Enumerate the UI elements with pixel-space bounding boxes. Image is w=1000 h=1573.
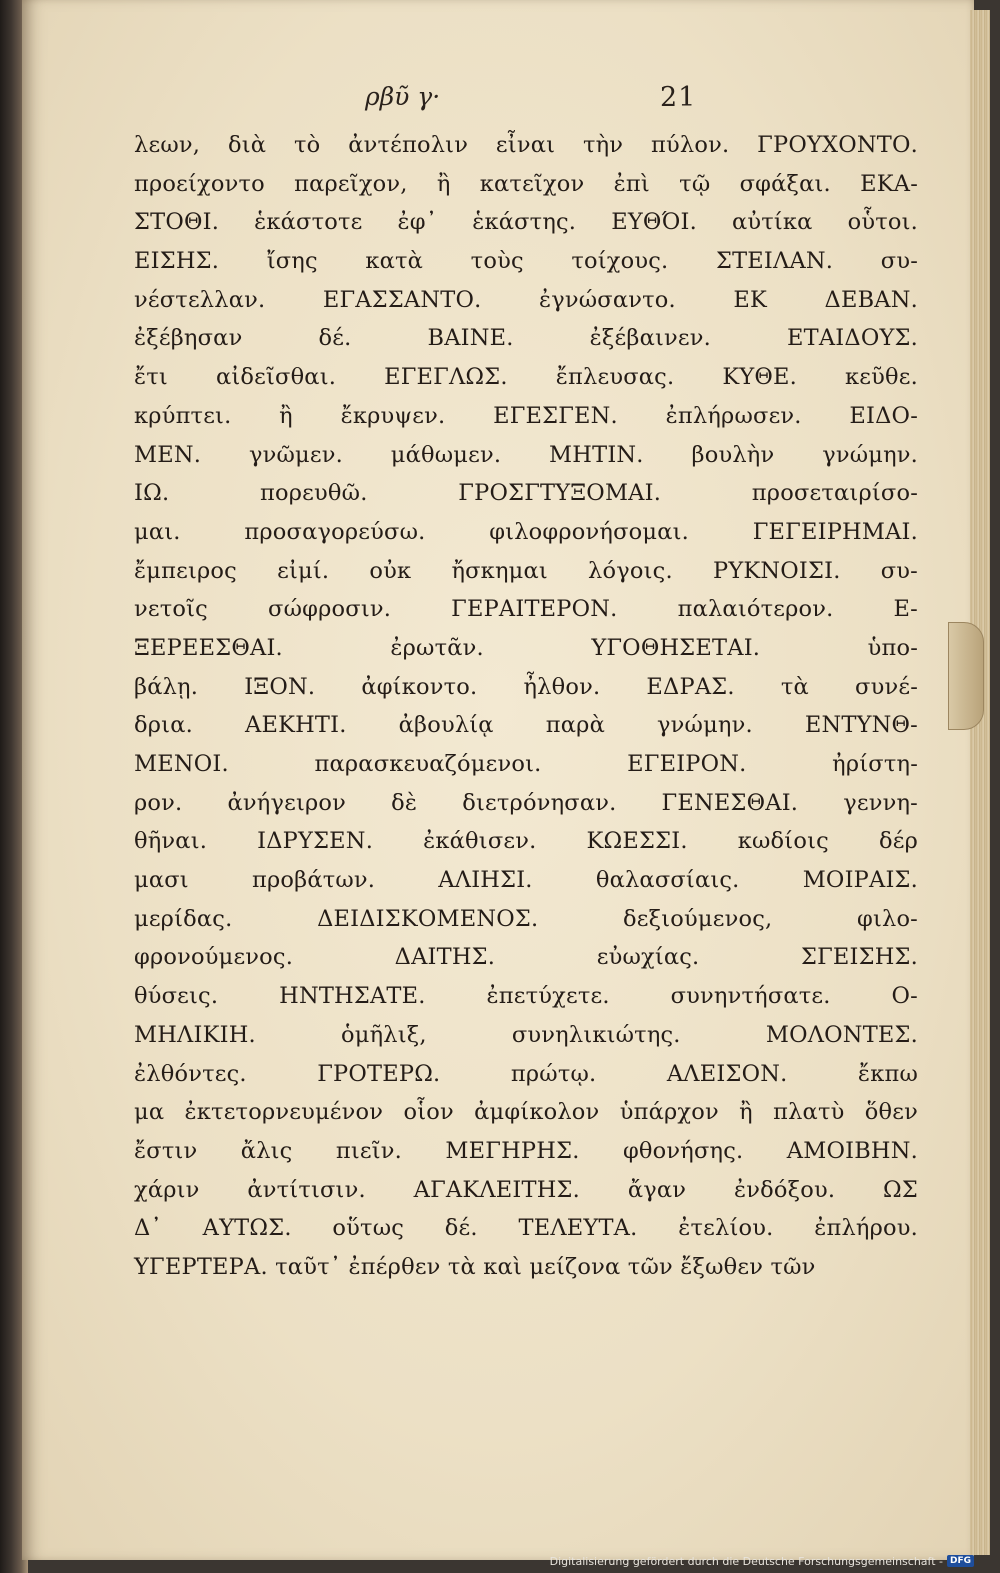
text-line: κρύπτει. ἢ ἔκρυψεν. ΕΓΕΣΓΕΝ. ἐπλήρωσεν. ΕΙΔΟ- — [134, 402, 918, 429]
page-edges — [970, 10, 990, 1555]
text-line: ΕΙΣΗΣ. ἴσης κατὰ τοὺς τοίχους. ΣΤΕΙΛΑΝ. συ- — [134, 248, 918, 275]
body-text — [134, 126, 918, 1287]
text-line: θῆναι. ΙΔΡΥΣΕΝ. ἐκάθισεν. ΚΩΕΣΣΙ. κωδίοις δέρ — [134, 828, 918, 855]
text-line: χάριν ἀντίτισιν. ΑΓΑΚΛΕΙΤΗΣ. ἄγαν ἐνδόξου. ΩΣ — [134, 1176, 918, 1203]
dfg-logo: DFG — [947, 1555, 974, 1567]
text-line: ΣΤΟΘΙ. ἑκάστοτε ἐφ᾿ ἑκάστης. ΕΥΘΌΙ. αὐτίκα οὗτοι. — [134, 209, 918, 236]
text-line: μα ἐκτετορνευμένον οἷον ἀμφίκολον ὑπάρχον ἢ πλατὺ ὅθεν — [134, 1099, 918, 1126]
text-line: μαι. προσαγορεύσω. φιλοφρονήσομαι. ΓΕΓΕΙΡΗΜΑΙ. — [134, 518, 918, 545]
text-line: νέστελλαν. ΕΓΑΣΣΑΝΤΟ. ἐγνώσαντο. ΕΚ ΔΕΒΑΝ. — [134, 286, 918, 313]
digitization-credit — [550, 1553, 974, 1569]
text-line: ἔστιν ἄλις πιεῖν. ΜΕΓΗΡΗΣ. φθονήσης. ΑΜΟΙΒΗΝ. — [134, 1137, 918, 1164]
text-line: λεων, διὰ τὸ ἀντέπολιν εἶναι τὴν πύλον. ΓΡΟΥΧΟΝΤΟ. — [134, 132, 918, 158]
text-line: ΞΕΡΕΕΣΘΑΙ. ἐρωτᾶν. ΥΓΟΘΗΣΕΤΑΙ. ὑπο- — [134, 634, 918, 661]
text-line: ΜΕΝ. γνῶμεν. μάθωμεν. ΜΗΤΙΝ. βουλὴν γνώμην. — [134, 441, 918, 468]
running-header — [140, 82, 900, 122]
text-line: προείχοντο παρεῖχον, ἢ κατεῖχον ἐπὶ τῷ σφάξαι. ΕΚΑ- — [134, 170, 918, 197]
text-line: ἐλθόντες. ΓΡΟΤΕΡΩ. πρώτῳ. ΑΛΕΙΣΟΝ. ἔκπω — [134, 1060, 918, 1087]
text-line: Δ᾿ ΑΥΤΩΣ. οὕτως δέ. ΤΕΛΕΥΤΑ. ἐτελίου. ἐπλήρου. — [134, 1215, 918, 1242]
text-line: μασι προβάτων. ΑΛΙΗΣΙ. θαλασσίαις. ΜΟΙΡΑΙΣ. — [134, 867, 918, 894]
page-number: 21 — [660, 82, 697, 113]
text-line: δρια. ΑΕΚΗΤΙ. ἀβουλίᾳ παρὰ γνώμην. ΕΝΤΥΝΘ- — [134, 712, 918, 739]
text-line: ΜΗΛΙΚΙΗ. ὁμῆλιξ, συνηλικιώτης. ΜΟΛΟΝΤΕΣ. — [134, 1021, 918, 1048]
text-line: φρονούμενος. ΔΑΙΤΗΣ. εὐωχίας. ΣΓΕΙΣΗΣ. — [134, 944, 918, 971]
text-line: ΜΕΝΟΙ. παρασκευαζόμενοι. ΕΓΕΙΡΟΝ. ἠρίστη- — [134, 751, 918, 777]
page-edge-tab — [948, 622, 984, 730]
header-title: ρβῦ γ· — [365, 82, 441, 111]
text-line: ΙΩ. πορευθῶ. ΓΡΟΣΓΤΥΞΟΜΑΙ. προσεταιρίσο- — [134, 480, 918, 507]
text-line: ἐξέβησαν δέ. ΒΑΙΝΕ. ἐξέβαινεν. ΕΤΑΙΔΟΥΣ. — [134, 325, 918, 352]
text-line: μερίδας. ΔΕΙΔΙΣΚΟΜΕΝΟΣ. δεξιούμενος, φιλο- — [134, 905, 918, 932]
text-line: ρον. ἀνήγειρον δὲ διετρόνησαν. ΓΕΝΕΣΘΑΙ. γεννη- — [134, 789, 918, 816]
text-line: ΥΓΕΡΤΕΡΑ. ταῦτ᾿ ἐπέρθεν τὰ καὶ μείζονα τῶν ἔξωθεν τῶν — [134, 1253, 816, 1280]
text-line: ἔμπειρος εἰμί. οὐκ ἤσκημαι λόγοις. ΡΥΚΝΟΙΣΙ. συ- — [134, 557, 918, 584]
credit-text: Digitalisierung gefördert durch die Deutsche Forschungsgemeinschaft - — [549, 1554, 943, 1568]
text-line: ἔτι αἰδεῖσθαι. ΕΓΕΓΛΩΣ. ἔπλευσας. ΚΥΘΕ. κεῦθε. — [134, 364, 918, 391]
text-line: βάλῃ. ΙΞΟΝ. ἀφίκοντο. ἦλθον. ΕΔΡΑΣ. τὰ συνέ- — [134, 673, 918, 700]
text-line: θύσεις. ΗΝΤΗΣΑΤΕ. ἐπετύχετε. συνηντήσατε. Ο- — [134, 983, 918, 1010]
text-line: νετοῖς σώφροσιν. ΓΕΡΑΙΤΕΡΟΝ. παλαιότερον. Ε- — [134, 596, 918, 623]
